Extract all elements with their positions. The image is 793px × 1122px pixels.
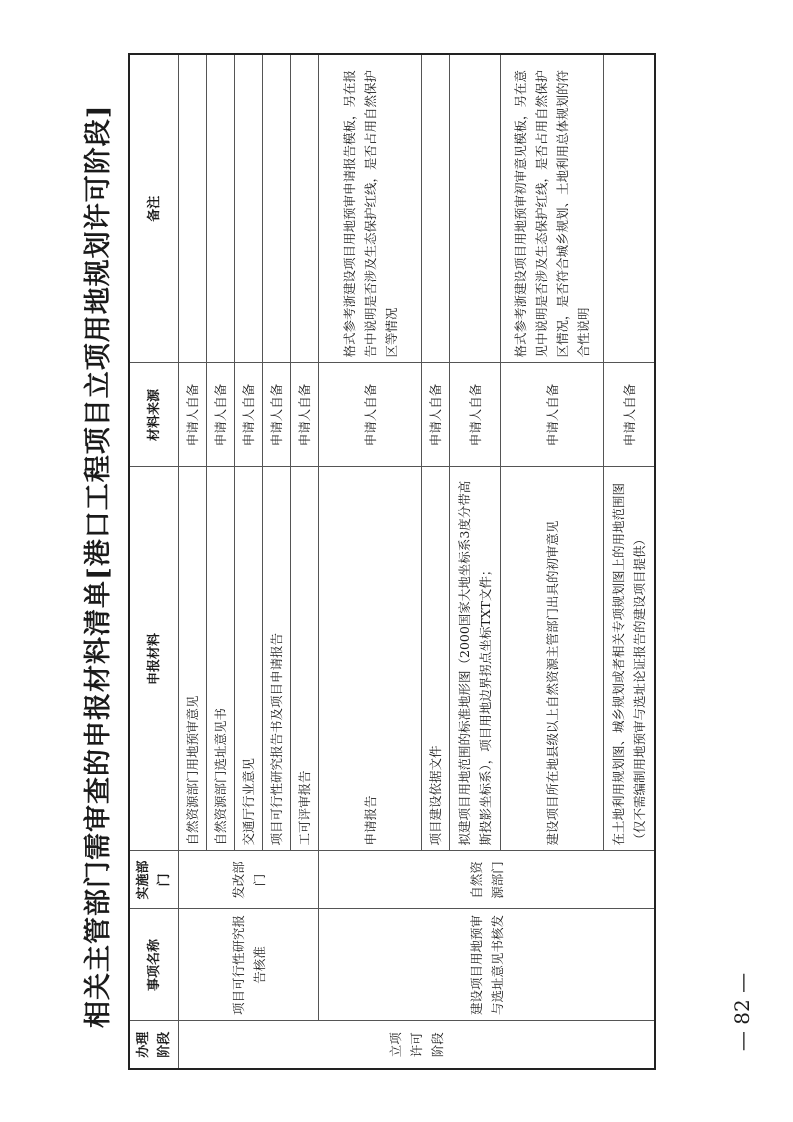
table-row	[179, 54, 207, 1069]
material-cell: 项目可行性研究报告书及项目申请报告	[263, 467, 291, 851]
source-cell: 申请人自备	[291, 363, 319, 467]
note-cell: 格式参考浙建设项目用地预审申请报告模板，另在报告中说明是否涉及生态保护红线，是否占用自然保护区等情况	[319, 54, 422, 363]
note-cell	[291, 54, 319, 363]
source-cell: 申请人自备	[235, 363, 263, 467]
page-number: — 82 —	[730, 972, 754, 1052]
dept-cell: 发改部门	[179, 851, 319, 909]
material-cell: 自然资源部门用地预审意见	[179, 467, 207, 851]
source-cell: 申请人自备	[207, 363, 235, 467]
material-cell: 拟建项目用地范围的标准地形图（2000国家大地坐标系3度分带高斯投影坐标系），项目用地边界拐点坐标TXT文件；	[450, 467, 501, 851]
note-cell	[207, 54, 235, 363]
material-cell: 工可评审报告	[291, 467, 319, 851]
header-source: 材料来源	[129, 363, 179, 467]
header-dept: 实施部门	[129, 851, 179, 909]
item-name-cell: 项目可行性研究报告核准	[179, 909, 319, 1021]
note-cell: 格式参考浙建设项目用地预审初审意见模板，另在意见中说明是否涉及生态保护红线，是否占用自然保护区情况，是否符合城乡规划、土地利用总体规划的符合性说明	[501, 54, 604, 363]
table-row	[319, 54, 422, 1069]
note-cell	[263, 54, 291, 363]
note-cell	[179, 54, 207, 363]
source-cell: 申请人自备	[450, 363, 501, 467]
table-header-row	[129, 54, 179, 1069]
note-cell	[450, 54, 501, 363]
materials-table	[128, 53, 656, 1070]
source-cell: 申请人自备	[501, 363, 604, 467]
dept-cell: 自然资源部门	[319, 851, 656, 909]
source-cell: 申请人自备	[422, 363, 450, 467]
source-cell: 申请人自备	[604, 363, 656, 467]
source-cell: 申请人自备	[179, 363, 207, 467]
note-cell	[604, 54, 656, 363]
stage-cell: 立项许可阶段	[179, 1021, 656, 1069]
material-cell: 在土地利用规划图、城乡规划或者相关专项规划图上的用地范围图（仅不需编制用地预审与选址论证报告的建设项目提供）	[604, 467, 656, 851]
material-cell: 交通厅行业意见	[235, 467, 263, 851]
item-name-cell: 建设项目用地预审与选址意见书核发	[319, 909, 656, 1021]
material-cell: 申请报告	[319, 467, 422, 851]
page-title: 相关主管部门需审查的申报材料清单[港口工程项目立项用地规划许可阶段]	[83, 104, 114, 1028]
material-cell: 自然资源部门选址意见书	[207, 467, 235, 851]
material-cell: 建设项目所在地县级以上自然资源主管部门出具的初审意见	[501, 467, 604, 851]
source-cell: 申请人自备	[319, 363, 422, 467]
material-cell: 项目建设依据文件	[422, 467, 450, 851]
note-cell	[235, 54, 263, 363]
header-note: 备注	[129, 54, 179, 363]
header-item-name: 事项名称	[129, 909, 179, 1021]
header-stage: 办理阶段	[129, 1021, 179, 1069]
source-cell: 申请人自备	[263, 363, 291, 467]
header-material: 申报材料	[129, 467, 179, 851]
note-cell	[422, 54, 450, 363]
